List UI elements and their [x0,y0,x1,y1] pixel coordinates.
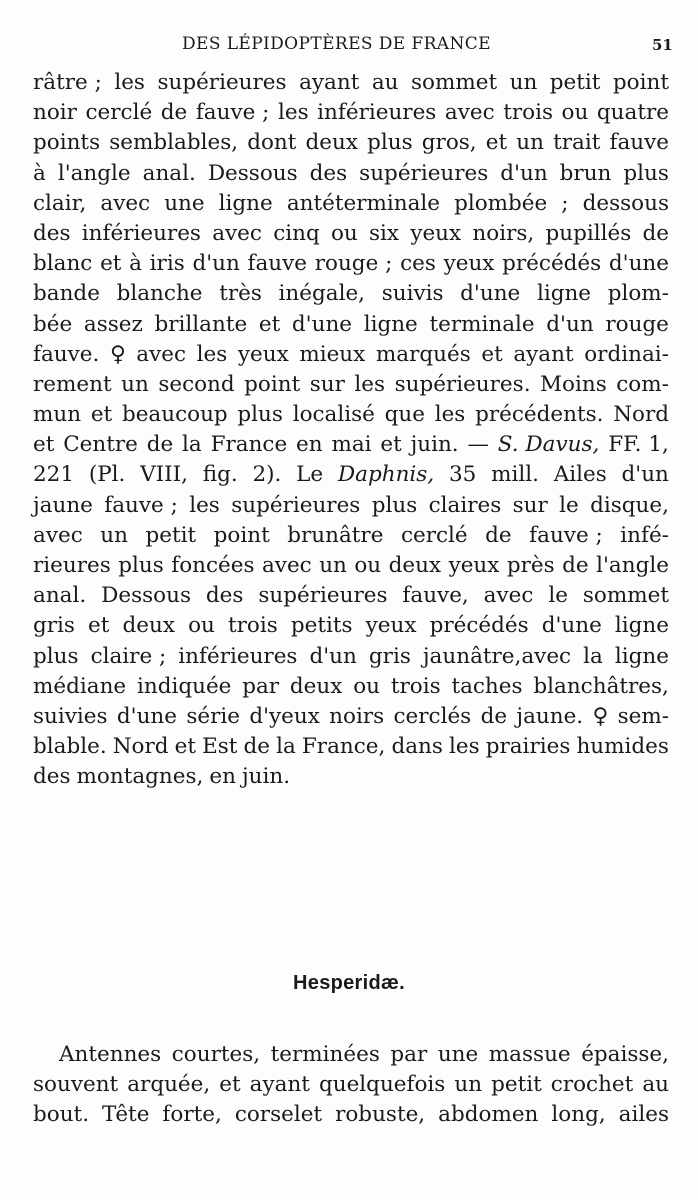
word: humides [576,734,669,760]
word: rieures [33,553,111,578]
word: ♀ [109,341,126,367]
word: inférieures [81,220,201,246]
word: ayant [513,341,574,367]
word: d'un [546,311,594,337]
word: 35 [448,462,477,488]
word: quelquefois [318,1072,446,1098]
word: en [296,432,323,458]
word: montagnes, [76,764,204,790]
word: et [33,432,55,458]
word: suivies [33,703,108,729]
word: le [559,492,579,518]
word: ordinai- [584,341,669,367]
word: ou [330,220,358,246]
text-line [33,551,669,581]
text-line [33,491,669,521]
word: assez [83,311,143,337]
word: forte, [162,1102,222,1128]
word: et [174,734,196,760]
word: antéterminale [286,190,441,216]
text-line [33,400,669,430]
word: supérieures [157,70,287,95]
word: semblables, [109,130,239,156]
word: et [481,341,503,367]
text-line [33,310,669,340]
word: six [369,220,400,246]
word: ligne [614,643,669,669]
word: France [210,432,288,458]
word: ; [561,190,569,216]
word: mill. [491,462,539,488]
word: trait [553,130,601,156]
word: marqués [375,341,471,367]
word: et [380,432,402,458]
text-line [33,370,669,400]
word: d'un [621,462,669,488]
text-line [33,521,669,551]
word: disque, [590,492,669,518]
word: et [100,251,122,277]
word: noirs [329,703,385,729]
word: d'une [541,613,602,639]
word: en [209,764,236,790]
word: râtre ; [33,70,102,95]
word: de [485,522,512,548]
word: gros, [421,130,477,156]
word: suivis [381,281,444,307]
word: un [319,553,347,578]
word: supérieures. [394,371,531,397]
word: ♀ [592,703,609,729]
word: yeux [448,553,500,578]
word: rouge ; [314,251,393,277]
text-line [33,581,669,611]
word: terminées [270,1042,380,1067]
word: la [583,643,603,669]
word: blanche [116,281,203,307]
text-line [33,430,669,460]
word: d'un [192,251,240,277]
word: France, [301,734,386,760]
word: sur [512,492,548,518]
word: 2). [252,462,282,488]
word: infé- [620,522,669,548]
word: point [612,70,669,95]
word: plombée [454,190,548,216]
word: supérieures [258,583,388,609]
word: deux [305,130,358,156]
word: précédés [502,251,602,277]
word: pupillés [545,220,632,246]
word: FF. 1, [608,432,669,458]
word: clair, [33,190,87,216]
text-line [33,189,669,219]
word: ligne [218,190,273,216]
word: (Pl. [88,462,126,488]
word: d'une [608,251,669,277]
word: plus [33,643,79,669]
word: épaisse, [581,1042,669,1067]
word: claires [428,492,502,518]
word: dans [391,734,443,760]
word: rement [33,371,112,397]
word: un [509,70,538,95]
word: au [371,70,399,95]
word: d'une [116,703,177,729]
word: par [390,1042,428,1067]
word: un [121,371,149,397]
word: d'yeux [249,703,320,729]
word: avec [212,220,262,246]
word: courtes, [171,1042,261,1067]
word: les [277,100,309,126]
word: yeux [443,251,495,277]
word: avec [100,190,151,216]
word: blanc [33,251,93,277]
word: deux [388,553,442,578]
word: point [244,371,301,397]
word: claire ; [90,643,167,669]
word: jaunâtre,avec [422,643,572,669]
word: jaune. [516,703,584,729]
word: la [182,432,202,458]
word: inférieures [317,100,437,126]
word: ou [353,673,380,699]
word: localisé [292,402,375,428]
word: Est [202,734,238,760]
word: les [434,402,466,428]
text-line [33,1040,669,1070]
word: dessous [582,190,669,216]
word: Le [296,462,324,488]
text-line [33,279,669,309]
word: point [213,522,270,548]
word: plus [623,160,669,186]
word: les [354,371,386,397]
word: les [448,734,480,760]
text-line [33,68,669,98]
word: yeux [237,341,289,367]
word: quatre [596,100,669,126]
word: des [205,583,244,609]
word: à [33,160,46,186]
word: d'une [460,281,521,307]
text-line [33,249,669,279]
word: les [114,70,145,95]
text-line [33,1100,669,1130]
text-line [33,159,669,189]
word: brunâtre [287,522,384,548]
word: avec [136,341,186,367]
word: un [454,1072,483,1098]
word: long, [551,1102,606,1128]
word: ou [354,553,382,578]
word: noirs, [472,220,535,246]
text-line [33,98,669,128]
word: foncées [171,553,255,578]
word: dont [247,130,297,156]
word: ces [400,251,436,277]
word: trois [227,613,278,639]
word: près [506,553,555,578]
word: de [642,220,669,246]
word: ayant [299,70,360,95]
word: de [146,432,174,458]
word: petit [549,70,601,95]
word: sommet [410,70,498,95]
word: les [196,341,228,367]
word: fauve ; [529,522,603,548]
word: médiane [33,673,127,699]
text-line [33,672,669,702]
word: ligne [614,613,669,639]
word: d'un [500,160,548,186]
word: fauve [609,130,669,156]
word: un [516,130,544,156]
text-line [33,128,669,158]
word: un [100,522,128,548]
word: juin. [241,764,291,790]
word: prairies [485,734,571,760]
word: yeux [365,613,417,639]
word: les [189,492,220,518]
word: abdomen [438,1102,539,1128]
word: d'un [309,643,357,669]
word: fauve ; [104,492,178,518]
text-line [33,642,669,672]
paragraph-hesperidae [33,1040,669,1131]
word: arquée, [127,1072,211,1098]
word: le [548,583,568,609]
word: par [242,673,280,699]
word: iris [149,251,185,277]
word: corselet [234,1102,323,1128]
word: VIII, [140,462,188,488]
word: blable. [33,734,107,760]
word: robuste, [335,1102,426,1128]
word: noir [33,100,77,126]
word: indiquée [136,673,232,699]
word: une [437,1042,479,1067]
word: com- [616,371,669,397]
word: à [129,251,142,277]
word: — [467,432,489,458]
word: Centre [63,432,138,458]
word: avec [444,100,495,126]
word: et [219,1072,241,1098]
word: sommet [582,583,669,609]
word: fauve. [33,341,100,367]
word: 221 [33,462,75,488]
word: jaune [33,492,93,518]
word: Nord [613,402,669,428]
text-line [33,762,669,792]
word: trois [503,100,553,126]
word: massue [488,1042,571,1067]
word: mieux [299,341,366,367]
text-line [33,1070,669,1100]
word: juin. [410,432,459,458]
word: et [88,613,110,639]
word: sem- [617,703,669,729]
word: très [219,281,262,307]
running-title: DES LÉPIDOPTÈRES DE FRANCE [182,34,491,54]
word: ou [188,613,215,639]
word: deux [122,613,175,639]
word: S. Davus, [497,432,600,458]
word: supérieures [359,160,489,186]
word: inférieures [178,643,298,669]
word: bée [33,311,73,337]
word: la [276,734,296,760]
text-line [33,460,669,490]
word: mun [33,402,82,428]
word: cerclés [393,703,472,729]
word: petit [145,522,197,548]
word: Ailes [553,462,607,488]
paragraph-main [33,68,669,793]
word: souvent [33,1072,119,1098]
word: plus [371,492,418,518]
word: et [90,402,113,428]
word: rouge [605,311,669,337]
word: trois [390,673,441,699]
word: ailes [618,1102,669,1128]
word: précédents. [475,402,604,428]
word: fauve ; [195,100,270,126]
word: mai [331,432,372,458]
word: supérieures [231,492,361,518]
word: crochet [550,1072,634,1098]
word: fig. [202,462,238,488]
word: et [485,130,508,156]
word: petits [290,613,353,639]
word: cinq [273,220,320,246]
word: ou [561,100,589,126]
word: plus [118,553,164,578]
word: Moins [540,371,607,397]
word: brun [559,160,612,186]
word: Nord [112,734,169,760]
word: Antennes [59,1042,162,1067]
word: avec [261,553,312,578]
text-line [33,611,669,641]
word: des [33,764,71,790]
word: fauve [247,251,308,277]
word: série [186,703,240,729]
running-head [0,34,698,56]
word: bande [33,281,100,307]
word: ligne [363,311,418,337]
word: taches [451,673,523,699]
word: petit [491,1072,542,1098]
word: plus [367,130,413,156]
section-heading: Hesperidæ. [293,972,405,994]
word: Dessous [207,160,298,186]
word: deux [289,673,343,699]
word: au [642,1072,669,1098]
word: terminale [429,311,535,337]
word: ayant [249,1072,310,1098]
text-line [33,219,669,249]
word: Dessous [101,583,191,609]
word: une [164,190,205,216]
word: plom- [607,281,669,307]
word: ligne [536,281,592,307]
word: d'une [291,311,353,337]
text-line [33,340,669,370]
word: Tête [102,1102,150,1128]
page-number: 51 [652,36,673,54]
text-line [33,702,669,732]
word: avec [33,522,83,548]
word: anal. [33,583,87,609]
word: beaucoup [121,402,228,428]
word: fauve, [402,583,469,609]
text-line [33,732,669,762]
word: cerclé [400,522,468,548]
word: l'angle [596,553,669,578]
word: anal. [142,160,196,186]
word: plus [237,402,283,428]
word: gris [368,643,411,669]
word: brillante [154,311,248,337]
word: sur [309,371,345,397]
word: yeux [410,220,462,246]
word: de [480,703,508,729]
word: des [33,220,71,246]
word: avec [483,583,534,609]
word: gris [33,613,75,639]
word: l'angle [57,160,131,186]
word: blanchâtres, [533,673,669,699]
word: inégale, [278,281,366,307]
word: Daphnis, [337,462,435,488]
word: précédés [429,613,529,639]
word: second [158,371,235,397]
word: des [309,160,348,186]
word: cerclé [85,100,153,126]
word: de [562,553,589,578]
word: que [384,402,425,428]
word: et [258,311,281,337]
word: points [33,130,101,156]
word: bout. [33,1102,90,1128]
word: de [243,734,271,760]
word: de [160,100,188,126]
